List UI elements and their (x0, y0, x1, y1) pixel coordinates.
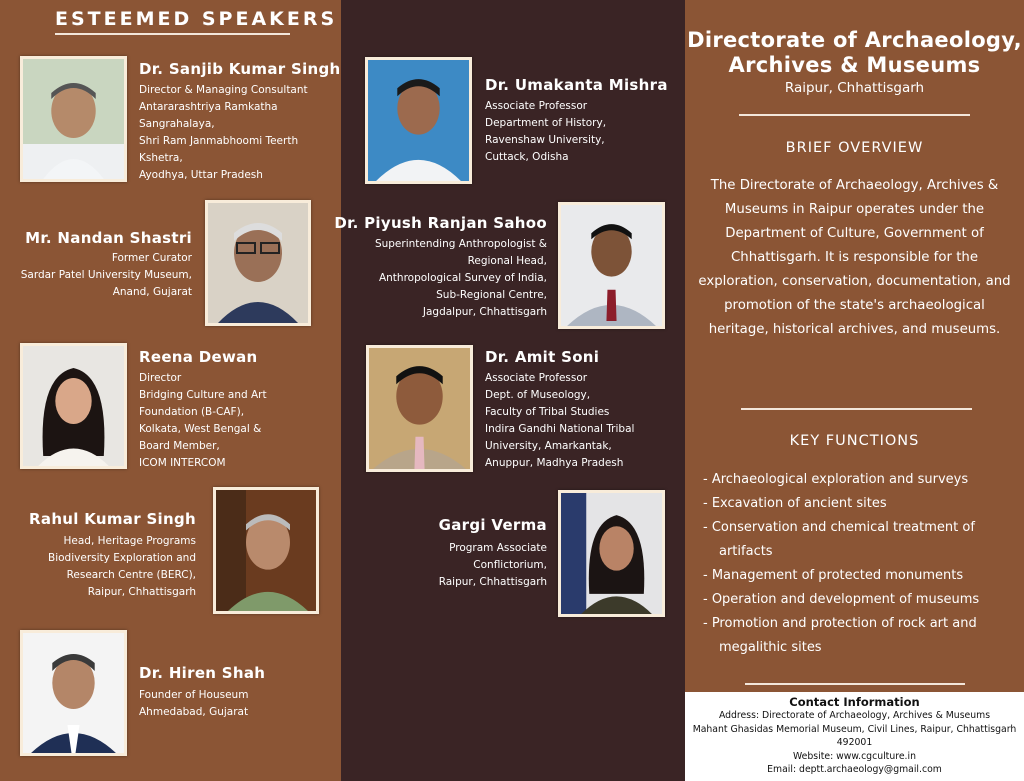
speaker-description: Director Bridging Culture and Art Foundation (B-CAF), Kolkata, West Bengal & Board Member, ICOM INTERCOM (139, 372, 267, 469)
speaker-photo-piyush (558, 202, 665, 329)
org-title: Directorate of Archaeology, Archives & Museums (687, 28, 1022, 77)
speaker-description: Head, Heritage Programs Biodiversity Exploration and Research Centre (BERC), Raipur, Chhattisgarh (48, 535, 196, 598)
speaker-photo-gargi (558, 490, 665, 617)
speaker-photo-reena (20, 343, 127, 469)
function-item: - Excavation of ancient sites (703, 496, 887, 511)
function-item: - Management of protected monuments (703, 568, 964, 583)
overview-heading: BRIEF OVERVIEW (785, 140, 924, 156)
speaker-name: Dr. Amit Soni (485, 348, 600, 366)
functions-list (703, 468, 1013, 660)
speaker-photo-sanjib (20, 56, 127, 182)
speaker-photo-nandan (205, 200, 311, 326)
right-panel (685, 0, 1024, 781)
speaker-description: Associate Professor Dept. of Museology, Faculty of Tribal Studies Indira Gandhi National Tribal University, Amarkantak, Anuppur, Madhya Pradesh (485, 372, 635, 469)
section-title: ESTEEMED SPEAKERS (55, 8, 338, 30)
contact-address: Address: Directorate of Archaeology, Archives & Museums (718, 710, 991, 721)
function-item: - Conservation and chemical treatment of artifacts (703, 520, 975, 559)
functions-heading: KEY FUNCTIONS (789, 433, 920, 449)
speaker-name: Reena Dewan (139, 348, 258, 366)
speaker-name: Dr. Umakanta Mishra (485, 76, 668, 94)
function-item: - Operation and development of museums (703, 592, 980, 607)
contact-address: Mahant Ghasidas Memorial Museum, Civil Lines, Raipur, Chhattisgarh (692, 723, 1017, 735)
speaker-description: Director & Managing Consultant Antararashtriya Ramkatha Sangrahalaya, Shri Ram Janmabhoomi Teerth Kshetra, Ayodhya, Uttar Pradesh (139, 84, 308, 181)
speaker-description: Superintending Anthropologist & Regional Head, Anthropological Survey of India, Sub-Regional Centre, Jagdalpur, Chhattisgarh (374, 238, 547, 318)
speaker-name: Gargi Verma (438, 516, 547, 534)
divider (741, 408, 972, 410)
speaker-photo-hiren (20, 630, 127, 756)
speaker-name: Dr. Sanjib Kumar Singh (139, 60, 341, 78)
speaker-name: Mr. Nandan Shastri (25, 229, 192, 247)
function-item: - Promotion and protection of rock art and megalithic sites (703, 616, 977, 655)
contact-pin: 492001 (836, 737, 873, 748)
contact-heading: Contact Information (789, 695, 920, 709)
divider (739, 114, 970, 116)
middle-panel (334, 0, 685, 781)
contact-email[interactable]: Email: deptt.archaeology@gmail.com (767, 764, 942, 775)
section-title-underline (55, 33, 290, 35)
speaker-photo-amit (366, 345, 473, 472)
org-location: Raipur, Chhattisgarh (784, 80, 925, 96)
speaker-name: Rahul Kumar Singh (29, 510, 196, 528)
speaker-description: Founder of Houseum Ahmedabad, Gujarat (139, 689, 249, 718)
speaker-name: Dr. Piyush Ranjan Sahoo (334, 214, 547, 232)
contact-website[interactable]: Website: www.cgculture.in (793, 750, 916, 762)
speaker-description: Associate Professor Department of History, Ravenshaw University, Cuttack, Odisha (485, 100, 607, 163)
overview-text: The Directorate of Archaeology, Archives & Museums in Raipur operates under the Department of Culture, Government of Chhattisgarh. It is responsible for the exploration, conservation, documentation, and promotion of the state's archaeological heritage, historical archives, and museums. (698, 178, 1011, 337)
speaker-photo-umakanta (365, 57, 472, 184)
divider (745, 683, 965, 685)
left-panel (0, 0, 341, 781)
function-item: - Archaeological exploration and surveys (703, 472, 969, 487)
speaker-name: Dr. Hiren Shah (139, 664, 266, 682)
contact-box (685, 692, 1024, 781)
speaker-description: Former Curator Sardar Patel University Museum, Anand, Gujarat (20, 252, 192, 298)
speaker-description: Program Associate Conflictorium, Raipur, Chhattisgarh (438, 542, 547, 588)
speaker-photo-rahul (213, 487, 319, 614)
